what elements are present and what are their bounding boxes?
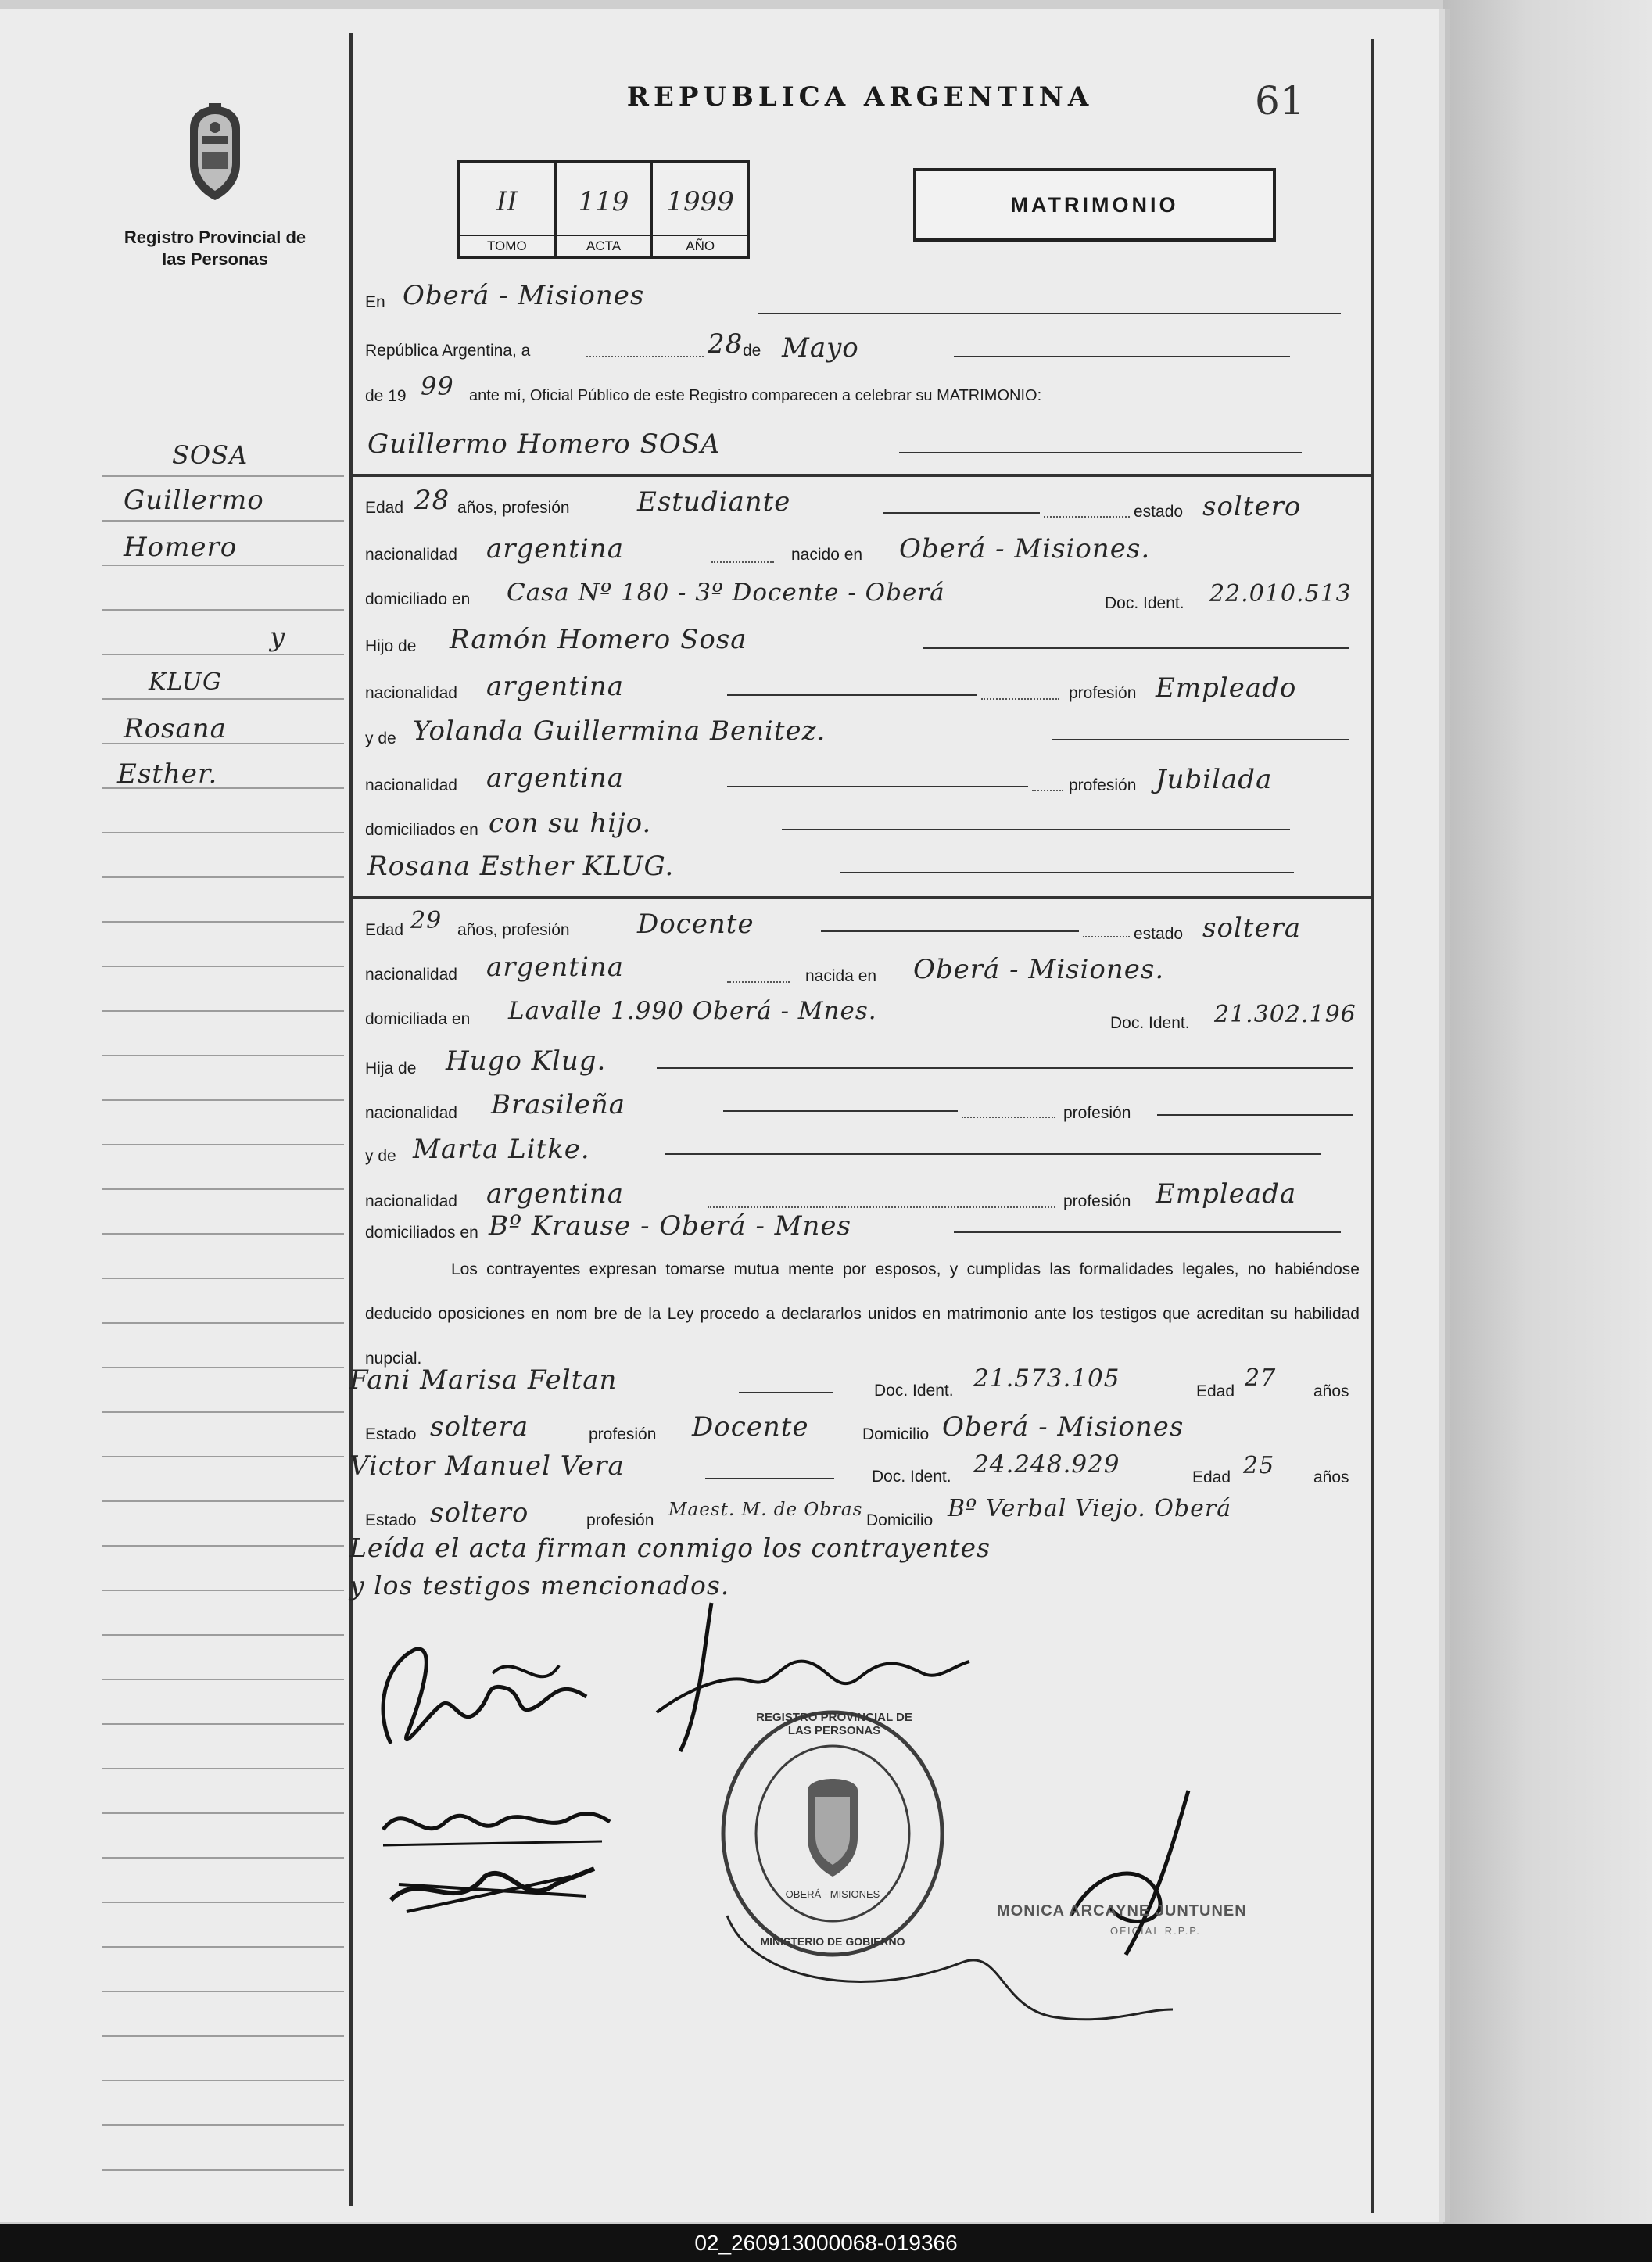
groom-address: Casa Nº 180 - 3º Docente - Oberá — [507, 579, 945, 607]
groom-domiciliados-label: domiciliados en — [365, 821, 478, 839]
rule — [708, 1206, 1055, 1208]
rule — [981, 698, 1059, 700]
statement: ante mí, Oficial Público de este Registro comparecen a celebrar su MATRIMONIO: — [469, 387, 1042, 404]
groom-mother-prof-label: profesión — [1069, 776, 1137, 794]
groom-mother-nationality: argentina — [486, 762, 625, 794]
rule — [883, 512, 1040, 514]
rule — [705, 1478, 834, 1479]
rule — [657, 1067, 1353, 1069]
rule — [727, 786, 1028, 787]
acta-cell — [557, 163, 654, 256]
signature-witness-2 — [375, 1853, 618, 1923]
margin-rule — [102, 876, 344, 878]
groom-nationality: argentina — [486, 533, 625, 565]
rule — [821, 930, 1079, 932]
rule — [586, 356, 704, 357]
witness-2-doc-label: Doc. Ident. — [872, 1468, 951, 1486]
ano-cell — [653, 163, 747, 256]
witness-1-age: 27 — [1245, 1364, 1277, 1392]
bride-father: Hugo Klug. — [446, 1045, 607, 1077]
groom-father-nat-label: nacionalidad — [365, 684, 457, 702]
en-label: En — [365, 293, 385, 311]
groom-father-prof-label: profesión — [1069, 684, 1137, 702]
bride-parents-address: Bº Krause - Oberá - Mnes — [489, 1210, 851, 1242]
bride-profession: Docente — [637, 909, 754, 940]
bride-domiciliados-label: domiciliados en — [365, 1224, 478, 1242]
witness-1-civil-status: soltera — [430, 1411, 529, 1443]
margin-rule — [102, 2169, 344, 2171]
rule — [711, 561, 774, 563]
margin-rule — [102, 1768, 344, 1769]
bride-hija-label: Hija de — [365, 1059, 417, 1077]
bride-full-name: Rosana Esther KLUG. — [367, 851, 675, 882]
bride-address: Lavalle 1.990 Oberá - Mnes. — [508, 997, 877, 1025]
witness-1-doc-label: Doc. Ident. — [874, 1382, 954, 1400]
rule — [1083, 936, 1130, 937]
witness-2-profession: Maest. M. de Obras — [668, 1500, 863, 1520]
rule — [665, 1153, 1321, 1155]
margin-rule — [102, 1233, 344, 1235]
margin-rule — [102, 1723, 344, 1725]
officer-title: OFICIAL R.P.P. — [1110, 1925, 1201, 1937]
margin-rule — [102, 1278, 344, 1279]
registry-name: Registro Provincial de las Personas — [124, 228, 306, 269]
rule — [954, 1231, 1341, 1233]
groom-estado-label: estado — [1134, 503, 1184, 521]
witness-2-name: Victor Manuel Vera — [349, 1450, 625, 1482]
witness-2-domicilio-label: Domicilio — [866, 1511, 934, 1529]
ano-label: AÑO — [653, 235, 747, 256]
groom-age: 28 — [414, 485, 450, 516]
margin-rule — [102, 1322, 344, 1324]
groom-mother: Yolanda Guillermina Benitez. — [413, 715, 826, 747]
groom-father: Ramón Homero Sosa — [450, 624, 747, 655]
document-type: MATRIMONIO — [913, 168, 1276, 242]
rule — [954, 356, 1290, 357]
year-prefix: de 19 — [365, 387, 407, 405]
seal-lower-text: MINISTERIO DE GOBIERNO — [760, 1935, 905, 1948]
margin-rule — [102, 2080, 344, 2081]
bride-mother-profession: Empleada — [1156, 1178, 1297, 1210]
witness-2-address: Bº Verbal Viejo. Oberá — [948, 1495, 1232, 1522]
witness-2-edad-label: Edad — [1192, 1468, 1231, 1486]
margin-rule — [102, 1946, 344, 1948]
country-title: REPUBLICA ARGENTINA — [626, 81, 1094, 113]
margin-rule — [102, 565, 344, 566]
bride-nationality: argentina — [486, 952, 625, 983]
margin-rule — [102, 1099, 344, 1101]
acta-reference-box — [457, 160, 750, 259]
margin-rule — [102, 1188, 344, 1190]
groom-hijo-label: Hijo de — [365, 637, 417, 655]
bride-mother: Marta Litke. — [413, 1134, 590, 1165]
republica-label: República Argentina, a — [365, 342, 531, 360]
margin-surname-2: KLUG — [149, 669, 222, 696]
margin-surname: SOSA — [172, 440, 249, 470]
margin-name-2: Homero — [124, 532, 238, 563]
section-divider — [349, 896, 1374, 899]
groom-civil-status: soltero — [1202, 491, 1302, 522]
seal-center-text: OBERÁ - MISIONES — [785, 1888, 880, 1900]
place-value: Oberá - Misiones — [403, 280, 645, 311]
bride-nacida-label: nacida en — [805, 967, 877, 985]
groom-father-profession: Empleado — [1156, 672, 1297, 704]
margin-rule — [102, 520, 344, 522]
margin-rule — [102, 698, 344, 700]
day-value: 28 — [708, 328, 744, 360]
witness-1-estado-label: Estado — [365, 1425, 417, 1443]
rule — [739, 1392, 833, 1393]
witness-1-domicilio-label: Domicilio — [862, 1425, 930, 1443]
bride-father-prof-label: profesión — [1063, 1104, 1131, 1122]
groom-yde-label: y de — [365, 730, 396, 747]
margin-name-1: Guillermo — [124, 485, 264, 516]
bride-father-nat-label: nacionalidad — [365, 1104, 457, 1122]
bride-profesion-label: años, profesión — [457, 921, 570, 939]
groom-father-nationality: argentina — [486, 671, 625, 702]
rule — [899, 452, 1302, 453]
rule — [1052, 739, 1349, 740]
groom-domicilio-label: domiciliado en — [365, 590, 471, 608]
bride-domicilio-label: domiciliada en — [365, 1010, 471, 1028]
bride-mother-nat-label: nacionalidad — [365, 1192, 457, 1210]
margin-rule — [102, 1812, 344, 1814]
margin-rule — [102, 832, 344, 833]
bride-edad-label: Edad — [365, 921, 404, 939]
tomo-label: TOMO — [460, 235, 554, 256]
tomo-value: II — [496, 186, 518, 217]
margin-rule — [102, 1634, 344, 1636]
seal-ring-text: REGISTRO PROVINCIAL DE LAS PERSONAS — [756, 1711, 912, 1737]
margin-rule — [102, 1902, 344, 1903]
margin-rule — [102, 1367, 344, 1368]
margin-rule — [102, 1055, 344, 1056]
margin-rule — [102, 609, 344, 611]
margin-rule — [102, 1500, 344, 1502]
bride-birthplace: Oberá - Misiones. — [913, 954, 1165, 985]
groom-mother-profession: Jubilada — [1156, 764, 1273, 795]
rule — [758, 313, 1341, 314]
rule — [723, 1110, 958, 1112]
margin-rule — [102, 1991, 344, 1992]
witness-1-doc: 21.573.105 — [973, 1364, 1120, 1393]
bride-doc-label: Doc. Ident. — [1110, 1014, 1190, 1032]
closing-line-1: Leída el acta firman conmigo los contrayentes — [349, 1532, 991, 1563]
margin-name-3: Rosana — [124, 713, 227, 744]
bride-estado-label: estado — [1134, 925, 1184, 943]
left-margin-rule — [349, 33, 353, 2206]
rule — [1032, 790, 1063, 791]
signature-witness-1 — [375, 1791, 618, 1853]
witness-1-anos-label: años — [1313, 1382, 1349, 1400]
rule — [727, 981, 790, 983]
groom-edad-label: Edad — [365, 499, 404, 517]
closing-line-2: y los testigos mencionados. — [349, 1570, 730, 1601]
margin-rule — [102, 1590, 344, 1591]
witness-2-age: 25 — [1243, 1452, 1275, 1479]
rule — [962, 1117, 1055, 1118]
witness-1-name: Fani Marisa Feltan — [349, 1364, 618, 1396]
groom-birthplace: Oberá - Misiones. — [899, 533, 1151, 565]
rule — [727, 694, 977, 696]
month-value: Mayo — [782, 332, 859, 364]
margin-rule — [102, 475, 344, 477]
witness-1-profesion-label: profesión — [589, 1425, 657, 1443]
bride-nacionalidad-label: nacionalidad — [365, 966, 457, 984]
section-divider — [349, 474, 1374, 477]
folio-number: 61 — [1255, 78, 1305, 124]
margin-rule — [102, 1857, 344, 1859]
rule — [1044, 516, 1130, 518]
groom-nacido-label: nacido en — [791, 546, 863, 564]
rule — [923, 647, 1349, 649]
bride-mother-nationality: argentina — [486, 1178, 625, 1210]
groom-nacionalidad-label: nacionalidad — [365, 546, 457, 564]
tomo-cell — [460, 163, 557, 256]
margin-rule — [102, 921, 344, 923]
year-suffix: 99 — [421, 371, 454, 401]
groom-mother-nat-label: nacionalidad — [365, 776, 457, 794]
margin-rule — [102, 1411, 344, 1413]
groom-profession: Estudiante — [637, 486, 791, 518]
margin-rule — [102, 2124, 344, 2126]
file-id: 02_260913000068-019366 — [694, 2231, 958, 2255]
witness-1-edad-label: Edad — [1196, 1382, 1235, 1400]
coat-of-arms-icon — [176, 102, 254, 203]
rule — [840, 872, 1294, 873]
witness-2-estado-label: Estado — [365, 1511, 417, 1529]
witness-2-profesion-label: profesión — [586, 1511, 654, 1529]
witness-1-profession: Docente — [692, 1411, 809, 1443]
acta-label: ACTA — [557, 235, 651, 256]
declaration-text: Los contrayentes expresan tomarse mutua mente por esposos, y cumplidas las formalidades legales, no habiéndose deducido oposiciones en nom bre de la Ley procedo a declararlos unidos en matrimonio ante los testigos que acreditan su habilidad nupcial. — [365, 1260, 1360, 1368]
margin-rule — [102, 1010, 344, 1012]
margin-rule — [102, 1144, 344, 1145]
signature-bride — [367, 1619, 633, 1775]
groom-profesion-label: años, profesión — [457, 499, 570, 517]
margin-rule — [102, 2035, 344, 2037]
margin-rule — [102, 966, 344, 967]
margin-rule — [102, 654, 344, 655]
groom-parents-address: con su hijo. — [489, 808, 652, 839]
bride-yde-label: y de — [365, 1147, 396, 1165]
groom-full-name: Guillermo Homero SOSA — [367, 428, 721, 460]
officer-name: MONICA ARCAYNE JUNTUNEN — [997, 1902, 1247, 1920]
right-margin-rule — [1371, 39, 1374, 2213]
bride-civil-status: soltera — [1202, 912, 1302, 944]
bride-age: 29 — [410, 907, 443, 934]
bride-father-nationality: Brasileña — [491, 1089, 625, 1120]
acta-value: 119 — [578, 186, 629, 217]
margin-rule — [102, 1679, 344, 1680]
groom-doc-label: Doc. Ident. — [1105, 594, 1184, 612]
ano-value: 1999 — [666, 186, 734, 217]
groom-doc: 22.010.513 — [1209, 580, 1352, 608]
margin-name-4: Esther. — [117, 758, 218, 790]
bride-mother-prof-label: profesión — [1063, 1192, 1131, 1210]
book-edge — [1443, 0, 1652, 2224]
de-label: de — [743, 342, 761, 360]
margin-rule — [102, 1456, 344, 1457]
rule — [1157, 1114, 1353, 1116]
witness-2-doc: 24.248.929 — [973, 1450, 1120, 1479]
rule — [782, 829, 1290, 830]
bride-doc: 21.302.196 — [1214, 1001, 1356, 1028]
witness-2-anos-label: años — [1313, 1468, 1349, 1486]
witness-1-address: Oberá - Misiones — [942, 1411, 1184, 1443]
margin-conj: y — [270, 622, 286, 653]
witness-2-civil-status: soltero — [430, 1497, 529, 1529]
margin-rule — [102, 1545, 344, 1547]
